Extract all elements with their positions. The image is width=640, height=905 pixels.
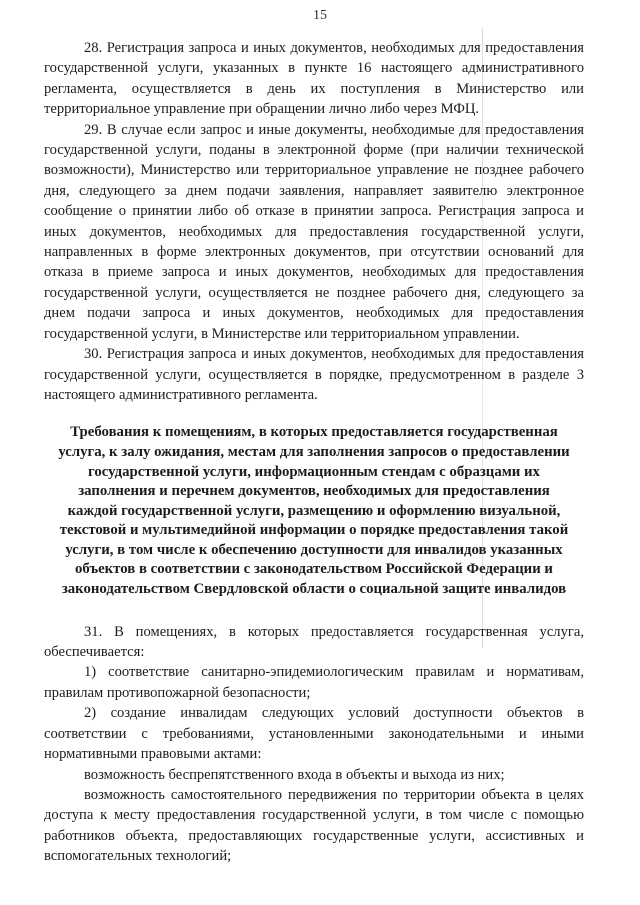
page-number: 15 bbox=[313, 8, 327, 23]
document-body bbox=[44, 38, 584, 867]
paragraph-30: 30. Регистрация запроса и иных документов, необходимых для предоставления государственной услуги, осуществляется в порядке, предусмотренном в разделе 3 настоящего административного регламента. bbox=[44, 346, 584, 403]
paragraph-28: 28. Регистрация запроса и иных документов, необходимых для предоставления государственной услуги, указанных в пункте 16 настоящего административного регламента, осуществляется в день их поступления в Министерство или территориальное управление при обращении лично либо через МФЦ. bbox=[44, 40, 584, 118]
item-1-sanitary: 1) соответствие санитарно-эпидемиологическим правилам и нормативам, правилам противопожарной безопасности; bbox=[44, 664, 584, 701]
item-2-accessibility: 2) создание инвалидам следующих условий доступности объектов в соответствии с требованиями, установленными законодательными и иными нормативными правовыми актами: bbox=[44, 705, 584, 763]
subitem-entrance: возможность беспрепятственного входа в объекты и выхода из них; bbox=[84, 766, 505, 783]
section-heading: Требования к помещениям, в которых предоставляется государственная услуга, к залу ожидания, местам для заполнения запросов о предоставлении государственной услуги, информационным стендам с образцами их заполнения и перечнем документов, необходимых для предоставления каждой государственной услуги, размещению и оформлению визуальной, текстовой и мультимедийной информации о порядке предоставления такой услуги, в том числе к обеспечению доступности для инвалидов указанных объектов в соответствии с законодательством Российской Федерации и законодательством Свердловской области о социальной защите инвалидов bbox=[58, 424, 570, 598]
paragraph-29: 29. В случае если запрос и иные документы, необходимые для предоставления государственной услуги, поданы в электронной форме (при наличии технической возможности), Министерство или территориальное управление не позднее рабочего дня, следующего за днем подачи заявления, направляет заявителю электронное сообщение о принятии либо об отказе в принятии запроса. Регистрация запроса и иных документов, необходимых для предоставления государственной услуги, направленных в форме электронных документов, при отсутствии оснований для отказа в приеме запроса и иных документов, необходимых для предоставления государственной услуги, осуществляется не позднее рабочего дня, следующего за днем подачи запроса и иных документов, необходимых для предоставления государственной услуги, в Министерстве или территориальном управлении. bbox=[44, 121, 584, 342]
subitem-movement: возможность самостоятельного передвижения по территории объекта в целях доступа к месту предоставления государственной услуги, в том числе с помощью работников объекта, предоставляющих государственные услуги, ассистивных и вспомогательных технологий; bbox=[44, 786, 584, 865]
paragraph-31: 31. В помещениях, в которых предоставляется государственная услуга, обеспечивается: bbox=[44, 623, 584, 661]
